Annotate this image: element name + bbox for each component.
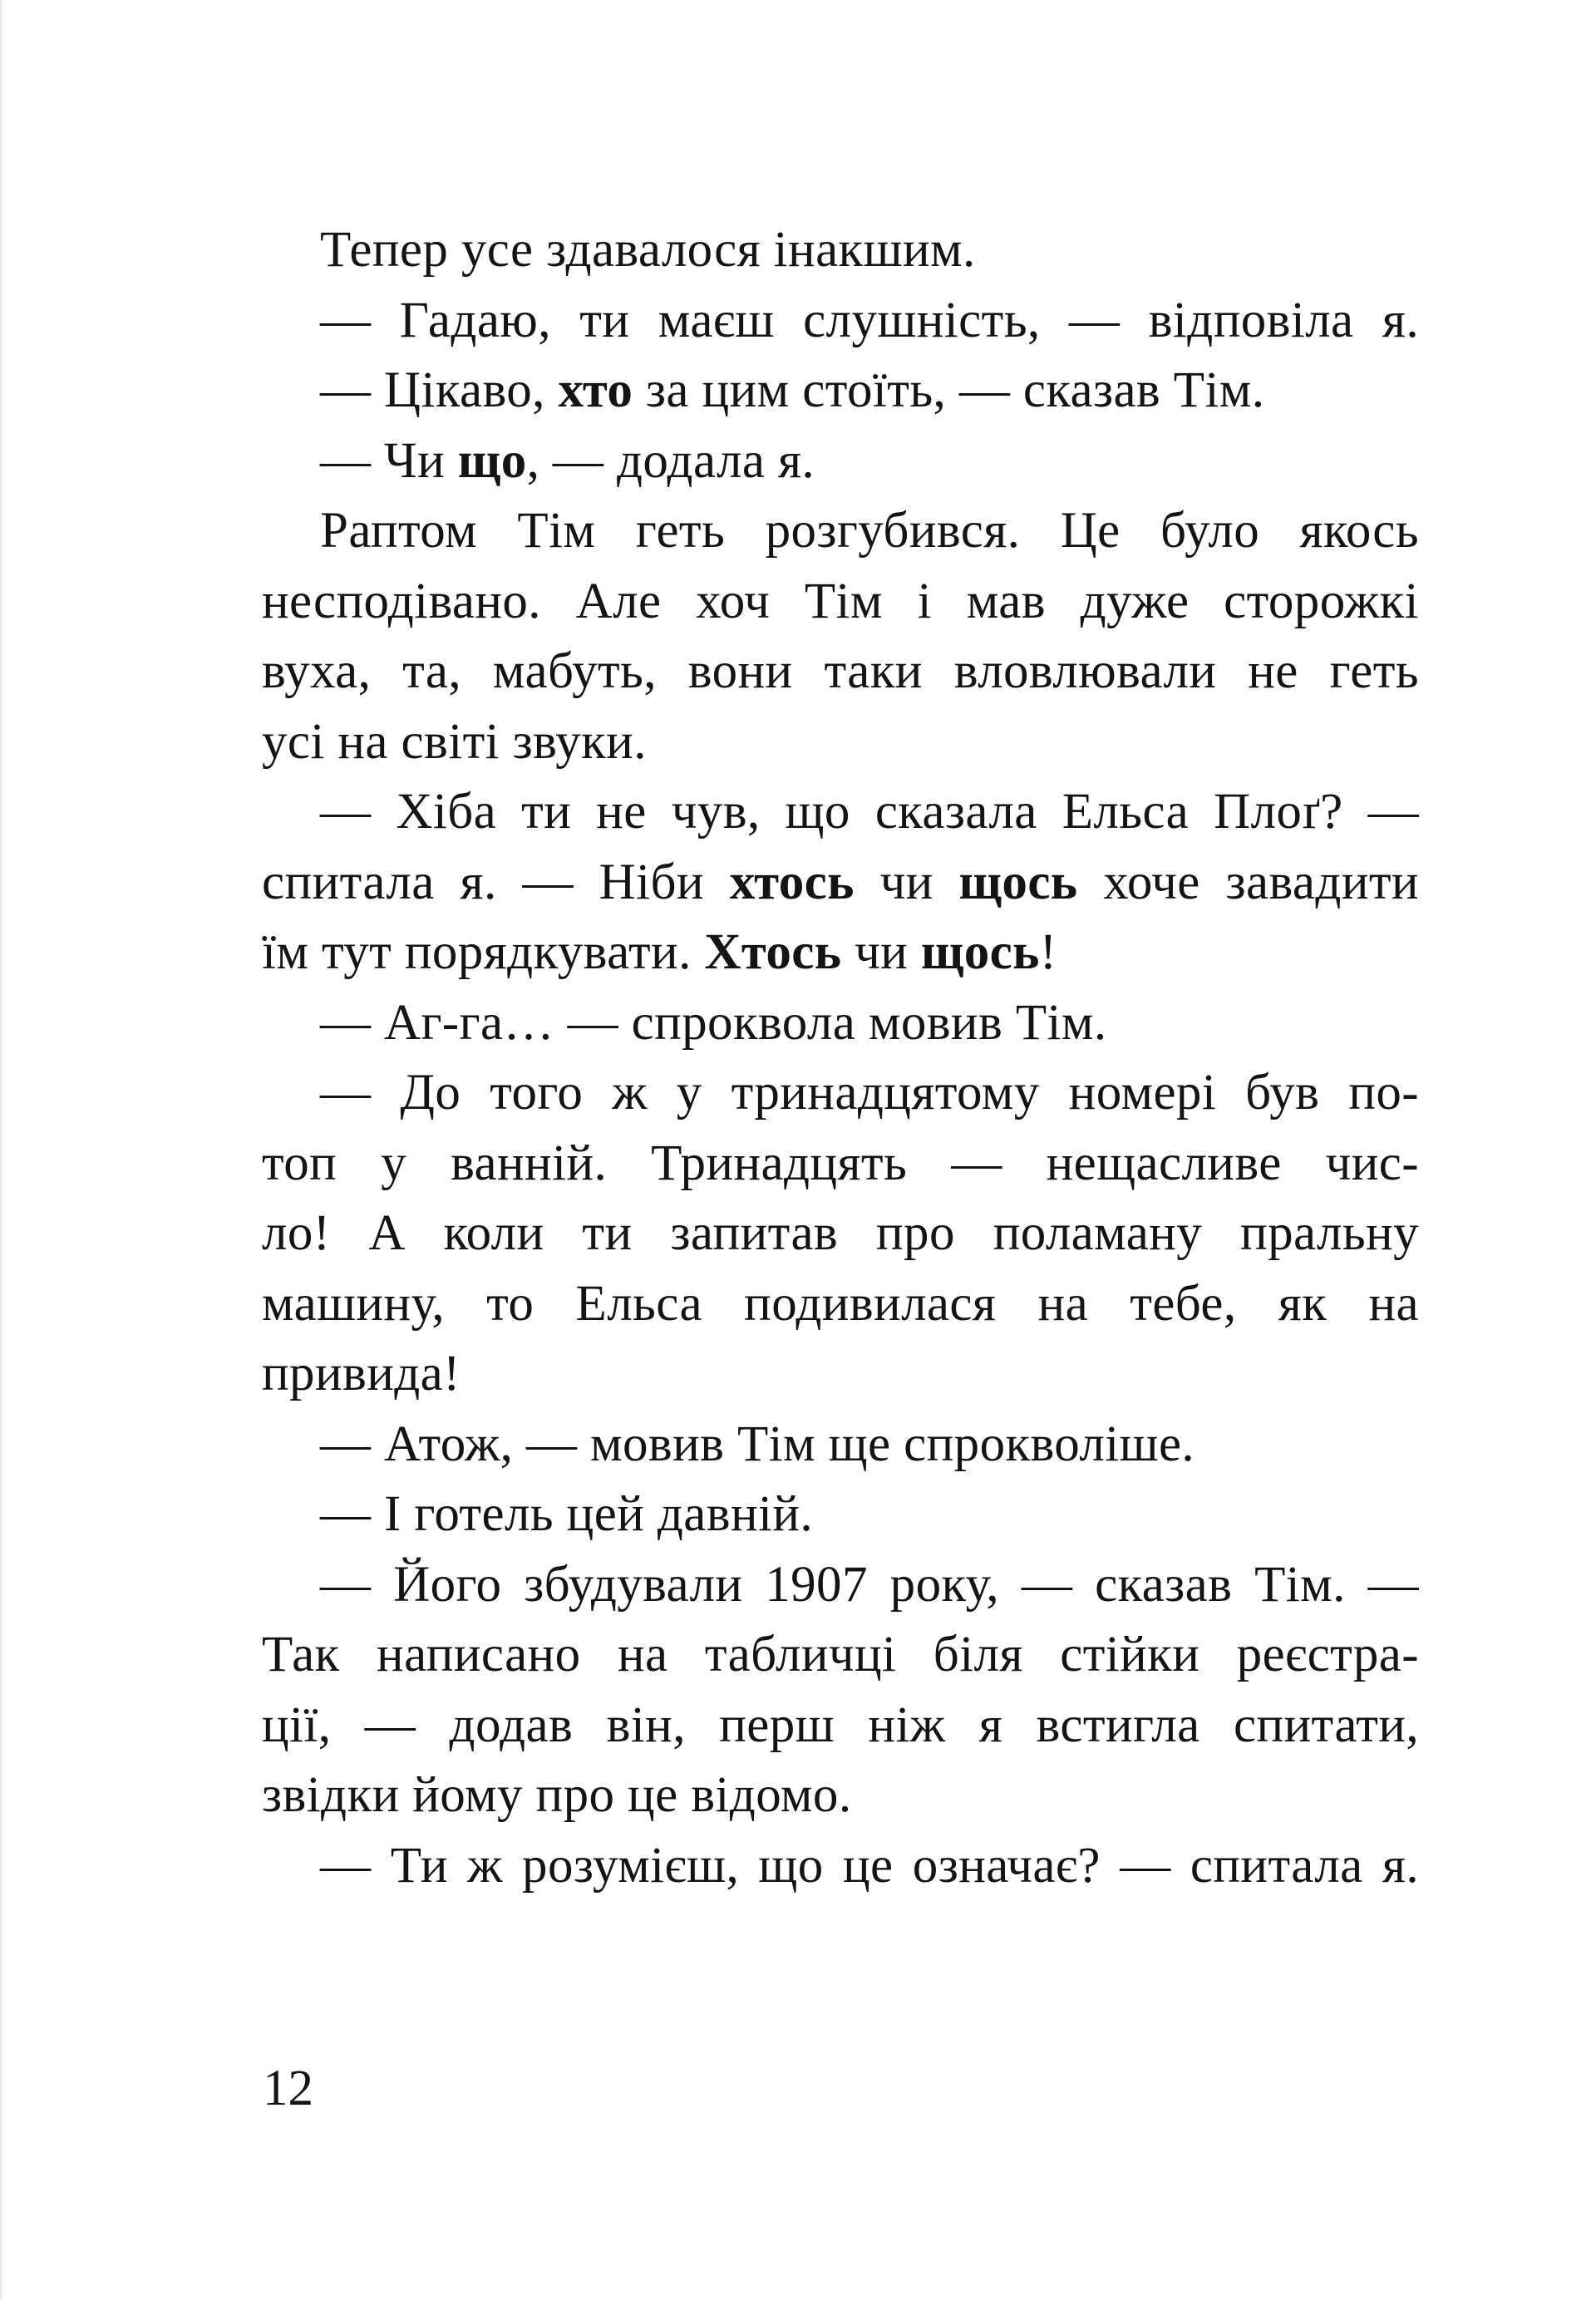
page-number: 12 (263, 2061, 313, 2116)
text-segment: Раптом Тім геть розгубився. Це було якось (320, 503, 1419, 559)
text-segment: усі на світі звуки. (262, 713, 647, 770)
text-segment: — Гадаю, ти маєш слушність, — відповіла я. (320, 292, 1419, 348)
text-segment: звідки йому про це відомо. (262, 1767, 852, 1823)
bold-emphasis: хтось (729, 854, 855, 910)
text-segment: ло! А коли ти запитав про поламану пральну (262, 1205, 1419, 1261)
text-segment: Так написано на табличці біля стійки реєстра- (262, 1627, 1419, 1682)
text-segment: — До того ж у тринадцятому номері був по- (320, 1065, 1419, 1120)
text-segment: спитала я. — Ніби (262, 854, 730, 910)
bold-emphasis: щось (920, 924, 1040, 980)
text-segment: — Цікаво, (320, 362, 559, 418)
bold-emphasis: Хтось (704, 924, 842, 980)
text-line (262, 1761, 1419, 1831)
text-segment: чи (841, 924, 921, 980)
text-line (262, 1831, 1419, 1902)
text-segment: ! (1039, 924, 1057, 980)
text-line (262, 918, 1419, 988)
text-segment: за цим стоїть, — сказав Тім. (633, 362, 1265, 418)
text-segment: топ у ванній. Тринадцять — нещасливе чис- (262, 1135, 1419, 1191)
body-text (262, 215, 1419, 1901)
text-line (262, 1129, 1419, 1199)
text-line (262, 215, 1419, 286)
text-segment: вуха, та, мабуть, вони таки вловлювали не геть (262, 643, 1419, 699)
text-segment: ції, — додав він, перш ніж я встигла спитати, (262, 1697, 1419, 1753)
page-edge (0, 0, 3, 2300)
text-line (262, 1339, 1419, 1410)
text-line (262, 1691, 1419, 1761)
text-segment: — Атож, — мовив Тім ще спрокволіше. (320, 1416, 1195, 1472)
text-line (262, 637, 1419, 707)
text-line (262, 1269, 1419, 1340)
text-segment: — Аг-га… — спроквола мовив Тім. (320, 994, 1107, 1051)
text-line (262, 1410, 1419, 1480)
text-line (262, 707, 1419, 778)
text-line (262, 1550, 1419, 1621)
text-line (262, 1480, 1419, 1550)
text-segment: — Чи (320, 432, 458, 489)
text-segment: Тепер усе здавалося інакшим. (320, 222, 976, 278)
text-line (262, 777, 1419, 848)
text-segment: машину, то Ельса подивилася на тебе, як на (262, 1275, 1419, 1332)
text-segment: несподівано. Але хоч Тім і мав дуже сторожкі (262, 573, 1419, 629)
text-line (262, 286, 1419, 357)
text-segment: їм тут порядкувати. (262, 924, 705, 980)
bold-emphasis: що (457, 432, 527, 489)
text-segment: — Його збудували 1907 року, — сказав Тім. — (320, 1556, 1419, 1613)
text-line (262, 356, 1419, 426)
text-line (262, 567, 1419, 638)
text-line (262, 988, 1419, 1059)
text-segment: , — додала я. (526, 432, 815, 489)
bold-emphasis: щось (958, 854, 1078, 910)
bold-emphasis: хто (558, 362, 633, 418)
text-line (262, 1620, 1419, 1691)
text-line (262, 848, 1419, 919)
text-line (262, 1058, 1419, 1129)
text-line (262, 426, 1419, 497)
text-line (262, 496, 1419, 567)
text-segment: чи (854, 854, 959, 910)
text-segment: — Хіба ти не чув, що сказала Ельса Плоґ? — (320, 784, 1419, 840)
text-line (262, 1199, 1419, 1269)
text-segment: привида! (262, 1346, 461, 1401)
text-segment: — І готель цей давній. (320, 1486, 814, 1542)
text-segment: — Ти ж розумієш, що це означає? — спитала я. (320, 1837, 1419, 1894)
text-segment: хоче завадити (1077, 854, 1419, 910)
